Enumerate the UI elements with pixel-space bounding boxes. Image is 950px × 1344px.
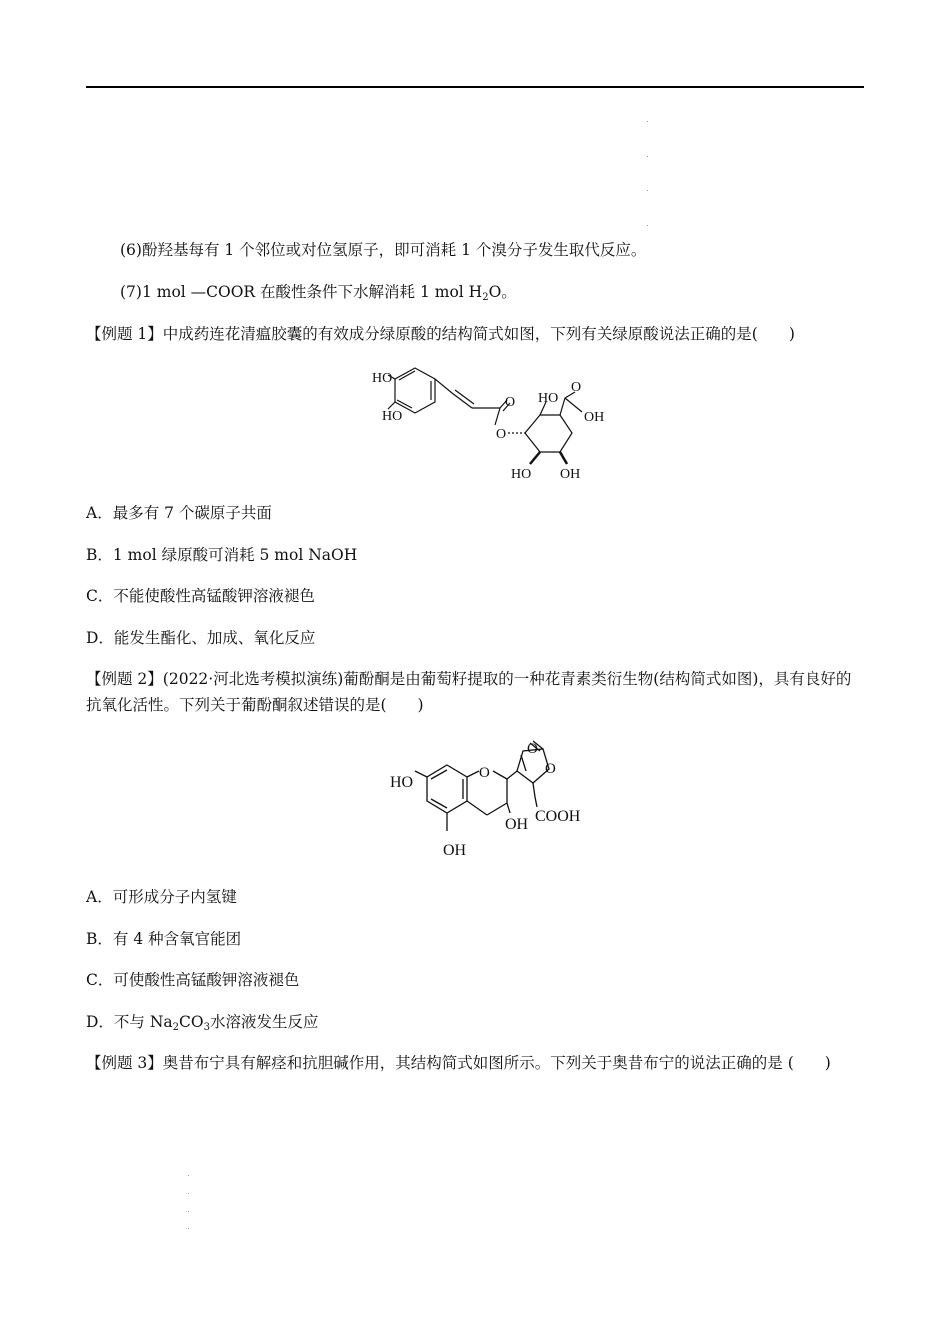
option-d: D．能发生酯化、加成、氧化反应 [86, 629, 316, 647]
oh-label: OH [505, 816, 529, 833]
option-a: A．可形成分子内氢键 [86, 888, 237, 906]
oxygen-label: O [527, 741, 538, 757]
rule-item-6: (6)酚羟基每有 1 个邻位或对位氢原子，即可消耗 1 个溴分子发生取代反应。 [120, 241, 647, 259]
ho-label: HO [382, 409, 403, 424]
chlorogenic-acid-structure [360, 360, 620, 489]
grape-seed-compound-structure [385, 735, 605, 869]
artifact-dot [188, 1193, 189, 1194]
ho-label: HO [390, 774, 414, 791]
option-c: C．可使酸性高锰酸钾溶液褪色 [86, 971, 300, 989]
oxygen-label: O [496, 427, 507, 442]
oxygen-label: O [479, 765, 490, 781]
artifact-dot [647, 156, 648, 157]
artifact-dot [647, 190, 648, 191]
oh-label: OH [584, 410, 605, 425]
artifact-dot [188, 1175, 189, 1176]
oxygen-label: O [545, 761, 556, 777]
option-b: B．有 4 种含氧官能团 [86, 930, 242, 948]
option-b: B．1 mol 绿原酸可消耗 5 mol NaOH [86, 546, 358, 564]
artifact-dot [188, 1228, 189, 1229]
example-label: 【例题 3】 [86, 1054, 163, 1072]
example-2-question: 【例题 2】(2022·河北选考模拟演练)葡酚酮是由葡萄籽提取的一种花青素类衍生物(结构简式如图)，具有良好的抗氧化活性。下列关于葡酚酮叙述错误的是( ) [86, 670, 852, 714]
cooh-label: COOH [535, 808, 581, 825]
artifact-dot [188, 1211, 189, 1212]
oxygen-label: O [571, 380, 582, 395]
ho-label: HO [538, 391, 559, 406]
option-a: A．最多有 7 个碳原子共面 [86, 504, 272, 522]
ho-label: HO [511, 467, 532, 482]
example-label: 【例题 2】 [86, 670, 163, 688]
oh-label: OH [443, 842, 467, 859]
artifact-dot [647, 121, 648, 122]
artifact-dot [647, 225, 648, 226]
rule-item-7: (7)1 mol —COOR 在酸性条件下水解消耗 1 mol $H_2O$。 [120, 283, 517, 303]
oh-label: OH [560, 467, 581, 482]
example-3-question: 【例题 3】奥昔布宁具有解痉和抗胆碱作用，其结构简式如图所示。下列关于奥昔布宁的说法正确的是 ( ) [86, 1054, 831, 1072]
option-d: D．不与 $Na_2CO_3$水溶液发生反应 [86, 1013, 319, 1033]
header-rule [86, 86, 864, 88]
ho-label: HO [372, 371, 393, 386]
example-1-question: 【例题 1】中成药连花清瘟胶囊的有效成分绿原酸的结构简式如图，下列有关绿原酸说法正确的是( ) [86, 325, 795, 343]
option-c: C．不能使酸性高锰酸钾溶液褪色 [86, 587, 315, 605]
oxygen-label: O [505, 395, 516, 410]
example-label: 【例题 1】 [86, 325, 163, 343]
